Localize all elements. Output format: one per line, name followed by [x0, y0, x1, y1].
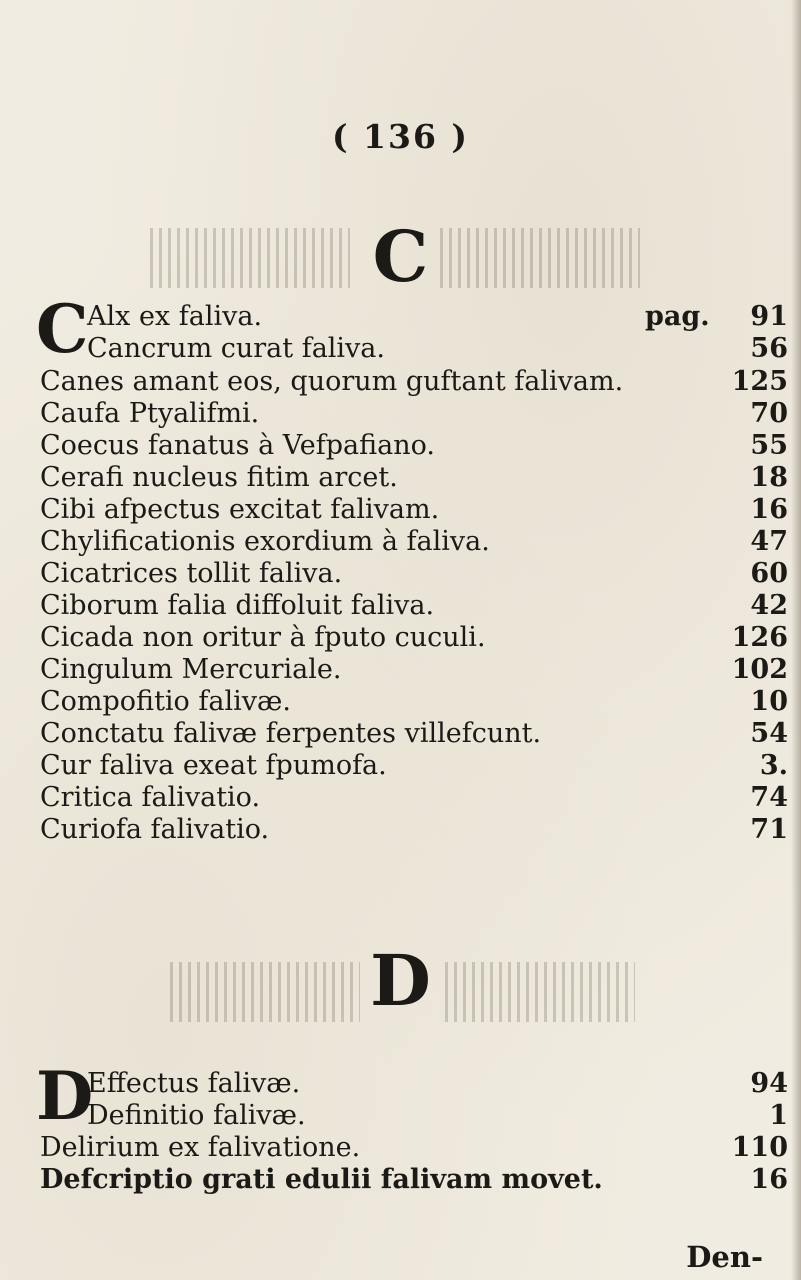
entry-text: Delirium ex falivatione.	[40, 1132, 361, 1163]
entry-text: Definitio falivæ.	[87, 1100, 306, 1131]
entry-page: 10	[750, 686, 788, 717]
index-entry	[40, 718, 788, 750]
index-entry	[40, 782, 788, 814]
entry-text: Canes amant eos, quorum guftant falivam.	[40, 366, 624, 397]
index-entry	[40, 462, 788, 494]
entry-page: 55	[750, 430, 788, 461]
entry-page: 110	[731, 1132, 788, 1163]
page-number: ( 136 )	[331, 117, 470, 156]
index-entry	[40, 301, 788, 333]
entry-text: Conctatu falivæ ferpentes villefcunt.	[40, 718, 542, 749]
entry-text: Cancrum curat faliva.	[87, 333, 385, 364]
index-entry	[40, 1100, 788, 1132]
drop-capital-d: D	[36, 1057, 94, 1135]
index-entry	[40, 333, 788, 365]
entry-text: Cingulum Mercuriale.	[40, 654, 342, 685]
index-entry	[40, 1068, 788, 1100]
index-entry	[40, 398, 788, 430]
entry-text: Curiofa falivatio.	[40, 814, 270, 845]
index-entry	[40, 430, 788, 462]
entry-text: Cicada non oritur à fputo cuculi.	[40, 622, 486, 653]
index-entry	[40, 494, 788, 526]
entry-text: Caufa Ptyalifmi.	[40, 398, 260, 429]
index-entry	[40, 526, 788, 558]
entry-text: Cibi afpectus excitat falivam.	[40, 494, 440, 525]
index-entry	[40, 1132, 788, 1164]
entry-text: Cerafi nucleus fitim arcet.	[40, 462, 398, 493]
entry-page: 54	[750, 718, 788, 749]
entry-page: 18	[750, 462, 788, 493]
catchword: Den-	[686, 1240, 763, 1274]
entry-text: Ciborum falia diffoluit faliva.	[40, 590, 435, 621]
entry-page: 70	[750, 398, 788, 429]
entry-page: 1	[769, 1100, 788, 1131]
index-entry	[40, 590, 788, 622]
entry-page: 56	[750, 333, 788, 364]
entry-text: Coecus fanatus à Vefpafiano.	[40, 430, 436, 461]
entry-text: Compofitio falivæ.	[40, 686, 291, 717]
entry-page: 71	[750, 814, 788, 845]
index-entry	[40, 622, 788, 654]
index-entry	[40, 654, 788, 686]
entry-page: 3.	[759, 750, 788, 781]
entry-text: Alx ex faliva.	[87, 301, 263, 332]
entry-page: 102	[731, 654, 788, 685]
index-entry	[40, 686, 788, 718]
index-entry	[40, 558, 788, 590]
section-letter-c: C	[372, 215, 429, 298]
entry-text: Cicatrices tollit faliva.	[40, 558, 343, 589]
page-edge-shadow	[791, 0, 801, 1280]
entry-text: Effectus falivæ.	[87, 1068, 301, 1099]
entry-text: Critica falivatio.	[40, 782, 261, 813]
entry-page: 42	[750, 590, 788, 621]
entry-text: Chylificationis exordium à faliva.	[40, 526, 490, 557]
entry-page: 74	[750, 782, 788, 813]
entry-page: 94	[750, 1068, 788, 1099]
entry-page: 60	[750, 558, 788, 589]
index-entry	[40, 366, 788, 398]
section-letter-d: D	[370, 939, 431, 1022]
index-entry	[40, 1164, 788, 1196]
entry-page: 16	[750, 494, 788, 525]
entry-page: 125	[731, 366, 788, 397]
entry-page: 91	[750, 301, 788, 332]
index-entry	[40, 750, 788, 782]
entry-text: Defcriptio grati edulii falivam movet.	[40, 1164, 603, 1195]
entry-page: 126	[731, 622, 788, 653]
pag-label: pag.	[645, 301, 710, 332]
entry-page: 16	[750, 1164, 788, 1195]
entry-page: 47	[750, 526, 788, 557]
entry-text: Cur faliva exeat fpumofa.	[40, 750, 387, 781]
index-entry	[40, 814, 788, 846]
drop-capital-c: C	[36, 290, 89, 368]
